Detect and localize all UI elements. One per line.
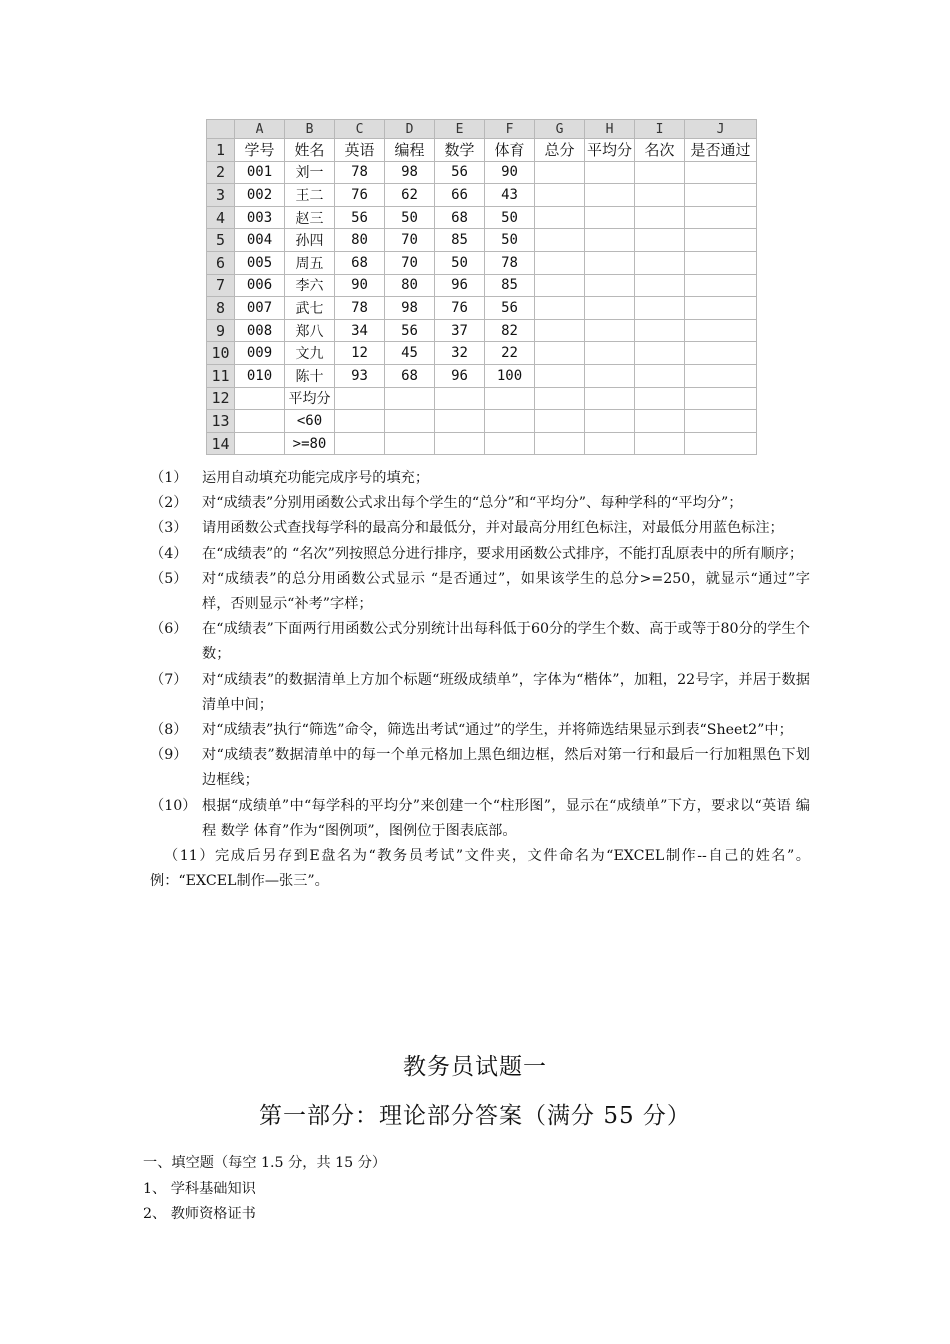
sheet-cell: 学号 — [235, 139, 285, 162]
list-item — [150, 491, 810, 516]
item-number: （9） — [150, 747, 188, 764]
sheet-cell: 68 — [335, 251, 385, 274]
sheet-body — [207, 139, 757, 455]
sheet-cell — [335, 410, 385, 433]
item-text: 根据“成绩单”中“每学科的平均分”来创建一个“柱形图”，显示在“成绩单”下方，要求以“英语 编程 数学 体育”作为“图例项”，图例位于图表底部。 — [202, 797, 810, 839]
sheet-cell — [535, 319, 585, 342]
sheet-cell: 50 — [435, 251, 485, 274]
sheet-cell — [535, 342, 585, 365]
col-header: G — [535, 120, 585, 139]
list-item-11: （11）完成后另存到E盘名为“教务员考试”文件夹，文件命名为“EXCEL制作--自己的姓名”。例：“EXCEL制作—张三”。 — [150, 848, 810, 890]
column-header-row — [207, 120, 757, 139]
sheet-cell — [235, 387, 285, 410]
row-number: 5 — [207, 229, 235, 252]
item-number: （4） — [150, 545, 188, 562]
sheet-cell — [685, 319, 757, 342]
row-number: 10 — [207, 342, 235, 365]
answer-heading: 一、填空题（每空 1.5 分，共 15 分） — [143, 1155, 387, 1171]
sheet-cell: 85 — [485, 274, 535, 297]
sheet-cell: 78 — [485, 251, 535, 274]
sheet-cell: 平均分 — [285, 387, 335, 410]
item-number: （7） — [150, 671, 188, 688]
sheet-cell: 50 — [485, 206, 535, 229]
sheet-cell: 50 — [385, 206, 435, 229]
corner-cell — [207, 120, 235, 139]
sheet-cell — [535, 297, 585, 320]
sheet-cell — [585, 251, 635, 274]
row-number: 12 — [207, 387, 235, 410]
sheet-cell: 英语 — [335, 139, 385, 162]
item-text: 对“成绩表”执行“筛选”命令，筛选出考试“通过”的学生，并将筛选结果显示到表“Sheet2”中； — [202, 722, 793, 739]
sheet-cell: 周五 — [285, 251, 335, 274]
sheet-cell — [635, 432, 685, 455]
item-number: （2） — [150, 495, 188, 512]
answer-line: 1、 学科基础知识 — [143, 1180, 256, 1197]
sheet-cell — [585, 342, 635, 365]
list-item — [150, 743, 810, 793]
sheet-cell: 76 — [435, 297, 485, 320]
sheet-cell: 007 — [235, 297, 285, 320]
exam-title: 教务员试题一 — [403, 1054, 547, 1080]
sheet-cell — [635, 251, 685, 274]
row-number: 7 — [207, 274, 235, 297]
sheet-cell: 50 — [485, 229, 535, 252]
answer-line: 2、 教师资格证书 — [143, 1206, 256, 1222]
sheet-cell — [535, 387, 585, 410]
sheet-cell — [585, 161, 635, 184]
sheet-cell — [535, 229, 585, 252]
list-item — [150, 516, 810, 541]
sheet-cell — [635, 410, 685, 433]
row-number: 11 — [207, 364, 235, 387]
sheet-cell: 34 — [335, 319, 385, 342]
item-text: 对“成绩表”的总分用函数公式显示 “是否通过”，如果该学生的总分>=250，就显示“通过”字样，否则显示“补考”字样； — [202, 570, 810, 613]
sheet-cell: >=80 — [285, 432, 335, 455]
sheet-cell: 数学 — [435, 139, 485, 162]
sheet-row — [207, 206, 757, 229]
sheet-cell — [585, 184, 635, 207]
list-item — [150, 718, 810, 743]
sheet-cell — [435, 432, 485, 455]
item-number: （10） — [150, 797, 197, 814]
sheet-cell — [585, 206, 635, 229]
sheet-cell: 008 — [235, 319, 285, 342]
sheet-cell: 010 — [235, 364, 285, 387]
sheet-row — [207, 251, 757, 274]
sheet-cell — [685, 297, 757, 320]
sheet-cell — [335, 387, 385, 410]
item-number: （6） — [150, 621, 188, 638]
sheet-cell — [535, 251, 585, 274]
sheet-cell: 009 — [235, 342, 285, 365]
item-text: 对“成绩表”分别用函数公式求出每个学生的“总分”和“平均分”、每种学科的“平均分”； — [202, 495, 743, 512]
sheet-cell — [635, 184, 685, 207]
col-header: A — [235, 120, 285, 139]
sheet-cell: 004 — [235, 229, 285, 252]
sheet-row — [207, 364, 757, 387]
col-header: I — [635, 120, 685, 139]
sheet-cell — [685, 251, 757, 274]
sheet-row — [207, 297, 757, 320]
sheet-cell: 43 — [485, 184, 535, 207]
item-number: （1） — [150, 470, 188, 486]
list-item — [150, 542, 810, 567]
sheet-cell: 12 — [335, 342, 385, 365]
col-header: F — [485, 120, 535, 139]
sheet-cell — [635, 342, 685, 365]
sheet-cell — [235, 410, 285, 433]
sheet-cell — [635, 364, 685, 387]
sheet-row — [207, 184, 757, 207]
sheet-cell: 82 — [485, 319, 535, 342]
spreadsheet-image — [206, 119, 757, 455]
sheet-cell: 96 — [435, 364, 485, 387]
section-title: 第一部分：理论部分答案（满分 55 分） — [259, 1103, 691, 1129]
sheet-cell — [585, 387, 635, 410]
item-text: 对“成绩表”数据清单中的每一个单元格加上黑色细边框，然后对第一行和最后一行加粗黑色下划边框线； — [202, 747, 810, 789]
sheet-cell — [535, 184, 585, 207]
sheet-cell: 68 — [385, 364, 435, 387]
sheet-cell — [485, 410, 535, 433]
sheet-cell: 76 — [335, 184, 385, 207]
sheet-cell — [635, 319, 685, 342]
row-number: 4 — [207, 206, 235, 229]
sheet-cell: 56 — [385, 319, 435, 342]
sheet-cell: 56 — [335, 206, 385, 229]
col-header: C — [335, 120, 385, 139]
sheet-cell: 孙四 — [285, 229, 335, 252]
sheet-cell — [535, 364, 585, 387]
sheet-cell — [635, 229, 685, 252]
sheet-cell: 001 — [235, 161, 285, 184]
sheet-cell: 文九 — [285, 342, 335, 365]
sheet-cell — [235, 432, 285, 455]
answers-block — [143, 1151, 386, 1228]
sheet-cell: 78 — [335, 297, 385, 320]
sheet-row — [207, 161, 757, 184]
item-text: 在“成绩表”的 “名次”列按照总分进行排序，要求用函数公式排序，不能打乱原表中的所有顺序； — [202, 545, 804, 562]
sheet-cell: 62 — [385, 184, 435, 207]
sheet-cell — [585, 274, 635, 297]
sheet-cell — [685, 184, 757, 207]
sheet-cell — [585, 410, 635, 433]
sheet-cell — [685, 410, 757, 433]
sheet-cell — [535, 410, 585, 433]
item-number: （8） — [150, 722, 188, 739]
row-number: 8 — [207, 297, 235, 320]
sheet-cell — [685, 206, 757, 229]
sheet-cell — [585, 319, 635, 342]
sheet-cell: 96 — [435, 274, 485, 297]
sheet-cell — [535, 161, 585, 184]
sheet-cell: 总分 — [535, 139, 585, 162]
sheet-cell — [635, 206, 685, 229]
row-number: 1 — [207, 139, 235, 162]
sheet-cell: 006 — [235, 274, 285, 297]
sheet-cell: 体育 — [485, 139, 535, 162]
sheet-cell: 80 — [335, 229, 385, 252]
sheet-cell — [485, 432, 535, 455]
sheet-cell: 78 — [335, 161, 385, 184]
sheet-cell — [635, 387, 685, 410]
sheet-cell: 70 — [385, 229, 435, 252]
sheet-cell — [585, 432, 635, 455]
item-text: 在“成绩表”下面两行用函数公式分别统计出每科低于60分的学生个数、高于或等于80分的学生个数； — [202, 621, 810, 663]
sheet-cell: 平均分 — [585, 139, 635, 162]
sheet-cell: 98 — [385, 161, 435, 184]
sheet-cell — [685, 342, 757, 365]
sheet-cell — [685, 161, 757, 184]
sheet-cell — [385, 387, 435, 410]
sheet-cell — [535, 206, 585, 229]
list-item — [150, 466, 810, 491]
sheet-cell — [685, 364, 757, 387]
sheet-row — [207, 319, 757, 342]
sheet-cell — [585, 364, 635, 387]
sheet-cell: 68 — [435, 206, 485, 229]
task-list — [150, 466, 810, 894]
sheet-cell — [635, 297, 685, 320]
sheet-cell — [485, 387, 535, 410]
sheet-cell: 90 — [485, 161, 535, 184]
col-header: H — [585, 120, 635, 139]
row-number: 6 — [207, 251, 235, 274]
sheet-cell — [685, 274, 757, 297]
sheet-cell: 93 — [335, 364, 385, 387]
sheet-cell — [685, 387, 757, 410]
sheet-cell: 003 — [235, 206, 285, 229]
list-item — [150, 668, 810, 718]
sheet-cell — [535, 274, 585, 297]
item-number: （3） — [150, 520, 188, 537]
sheet-cell — [435, 410, 485, 433]
sheet-cell: 是否通过 — [685, 139, 757, 162]
sheet-cell — [385, 432, 435, 455]
sheet-row — [207, 432, 757, 455]
sheet-row — [207, 410, 757, 433]
sheet-cell: 名次 — [635, 139, 685, 162]
sheet-cell: 陈十 — [285, 364, 335, 387]
list-item — [150, 617, 810, 667]
row-number: 9 — [207, 319, 235, 342]
sheet-cell — [585, 229, 635, 252]
sheet-row — [207, 342, 757, 365]
sheet-cell: 王二 — [285, 184, 335, 207]
sheet-cell: 45 — [385, 342, 435, 365]
sheet-cell: 98 — [385, 297, 435, 320]
col-header: B — [285, 120, 335, 139]
sheet-cell: 赵三 — [285, 206, 335, 229]
sheet-cell: 005 — [235, 251, 285, 274]
sheet-cell — [585, 297, 635, 320]
sheet-cell: 刘一 — [285, 161, 335, 184]
item-number: （5） — [150, 570, 188, 587]
sheet-cell: 80 — [385, 274, 435, 297]
item-text: 请用函数公式查找每学科的最高分和最低分，并对最高分用红色标注，对最低分用蓝色标注； — [202, 520, 784, 537]
sheet-cell — [635, 161, 685, 184]
sheet-cell: 85 — [435, 229, 485, 252]
sheet-cell: 32 — [435, 342, 485, 365]
sheet-row — [207, 387, 757, 410]
sheet-cell: 56 — [435, 161, 485, 184]
list-item — [150, 794, 810, 844]
row-number: 14 — [207, 432, 235, 455]
sheet-cell: <60 — [285, 410, 335, 433]
col-header: J — [685, 120, 757, 139]
sheet-cell — [335, 432, 385, 455]
sheet-cell: 70 — [385, 251, 435, 274]
sheet-cell — [685, 432, 757, 455]
sheet-cell — [435, 387, 485, 410]
sheet-cell: 56 — [485, 297, 535, 320]
row-number: 13 — [207, 410, 235, 433]
sheet-row — [207, 139, 757, 162]
sheet-cell: 100 — [485, 364, 535, 387]
row-number: 3 — [207, 184, 235, 207]
sheet-cell: 李六 — [285, 274, 335, 297]
sheet-cell: 66 — [435, 184, 485, 207]
sheet-cell: 002 — [235, 184, 285, 207]
sheet-cell: 姓名 — [285, 139, 335, 162]
list-item — [150, 567, 810, 617]
sheet-cell — [635, 274, 685, 297]
col-header: D — [385, 120, 435, 139]
sheet-cell — [385, 410, 435, 433]
col-header: E — [435, 120, 485, 139]
sheet-cell — [535, 432, 585, 455]
sheet-cell — [685, 229, 757, 252]
sheet-cell: 武七 — [285, 297, 335, 320]
sheet-cell: 郑八 — [285, 319, 335, 342]
sheet-cell: 37 — [435, 319, 485, 342]
sheet-cell: 编程 — [385, 139, 435, 162]
sheet-row — [207, 229, 757, 252]
sheet-cell: 90 — [335, 274, 385, 297]
sheet-cell: 22 — [485, 342, 535, 365]
item-text: 对“成绩表”的数据清单上方加个标题“班级成绩单”，字体为“楷体”，加粗，22号字，并居于数据清单中间； — [202, 671, 810, 713]
item-text: 运用自动填充功能完成序号的填充； — [202, 470, 430, 486]
sheet-row — [207, 274, 757, 297]
row-number: 2 — [207, 161, 235, 184]
